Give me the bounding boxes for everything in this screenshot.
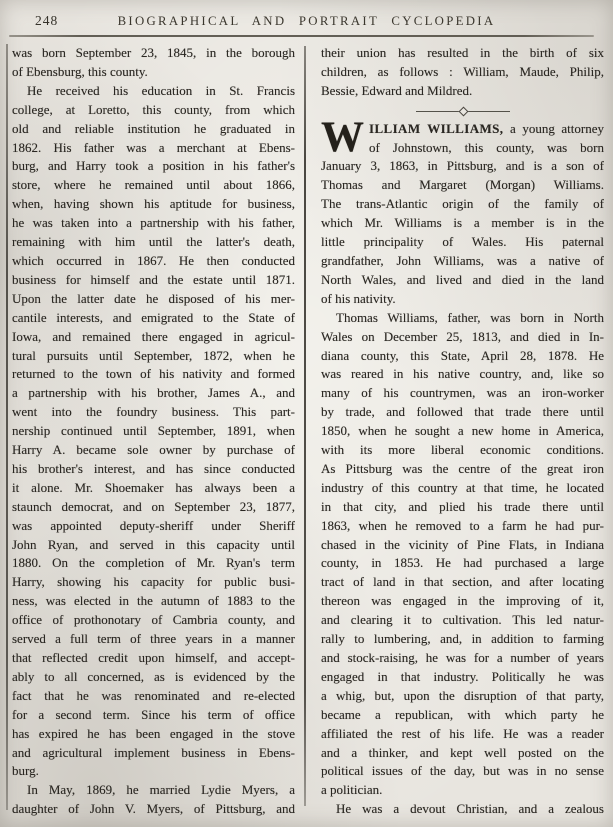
text-line: of Ebensburg, this county. bbox=[12, 63, 148, 79]
text-line: he was taken into a partnership with his father, bbox=[12, 215, 295, 231]
text-line: cantile interests, and emigrated to the State of bbox=[12, 309, 295, 325]
text-line: old and reliable institution he graduated in bbox=[12, 120, 295, 136]
text-line: Thomas Williams, father, was born in North bbox=[336, 309, 604, 325]
text-line: Wales on December 25, 1813, and died in In- bbox=[321, 328, 604, 344]
text-line: Upon the latter date he disposed of his mer- bbox=[12, 290, 295, 306]
text-line: nership continued until September, 1891, when bbox=[12, 423, 295, 439]
text-line: January 3, 1863, in Pittsburg, and is a son of bbox=[321, 158, 604, 174]
text-line: college, at Loretto, this county, from which bbox=[12, 101, 295, 117]
text-line: children, as follows : William, Maude, Philip, bbox=[321, 63, 604, 79]
text-line: in that city, and plied his trade there until bbox=[321, 498, 604, 514]
text-line: was born September 23, 1845, in the borough bbox=[12, 45, 295, 60]
text-columns bbox=[12, 44, 604, 819]
text-line: Bessie, Edward and Mildred. bbox=[321, 82, 473, 98]
drop-cap: W bbox=[321, 113, 364, 161]
text-line: and stock-raising, he was for a number of years bbox=[321, 650, 604, 665]
text-line: store, where he remained until about 1866, bbox=[12, 177, 295, 193]
text-line: fact that he was renominated and re-elected bbox=[12, 687, 295, 703]
text-line: engaged in that industry. Politically he was bbox=[321, 668, 604, 684]
text-line: returned to the town of his nativity and formed bbox=[12, 366, 295, 382]
text-line: and a thinker, and kept well posted on the bbox=[321, 744, 604, 760]
text-line: a whig, but, upon the disruption of that party, bbox=[321, 687, 604, 703]
section-title-text: ILLIAM WILLIAMS, bbox=[369, 120, 504, 136]
text-line: and clearing it to cultivation. This led natur- bbox=[321, 612, 604, 628]
text-line: that reflected credit upon himself, and accept- bbox=[12, 650, 295, 665]
text-line: Harry A. became sole owner by purchase of bbox=[12, 442, 295, 458]
text-line: ably to all concerned, as is evidenced by the bbox=[12, 668, 295, 684]
text-line: John Ryan, and served in this capacity until bbox=[12, 536, 295, 552]
text-line: thereon was engaged in the improving of it, bbox=[321, 593, 604, 609]
text-line: He was a devout Christian, and a zealous bbox=[336, 801, 604, 817]
text-line: their union has resulted in the birth of six bbox=[321, 45, 604, 60]
text-line: office of prothonotary of Cambria county, and bbox=[12, 612, 295, 628]
text-line: when, having shown his aptitude for business, bbox=[12, 196, 295, 212]
text-line: 1880. On the completion of Mr. Ryan's term bbox=[12, 555, 295, 571]
right-text-column bbox=[321, 44, 604, 819]
text-line: industry of this country at that time, he located bbox=[321, 479, 604, 495]
text-line: with its more liberal economic conditions. bbox=[321, 442, 604, 458]
text-line: many of his countrymen, was an iron-worker bbox=[321, 385, 604, 401]
text-line: daughter of John V. Myers, of Pittsburg, and bbox=[12, 801, 295, 817]
text-line: 1863, when he removed to a farm he had pur- bbox=[321, 517, 604, 533]
text-line: Thomas and Margaret (Morgan) Williams. bbox=[321, 177, 604, 193]
text-line: political issues of the day, but was in no sense bbox=[321, 763, 604, 779]
text-line: a partnership with his brother, James A., and bbox=[12, 385, 295, 401]
left-text-column bbox=[12, 44, 295, 819]
text-line: diana county, this State, April 28, 1878. He bbox=[321, 347, 604, 363]
text-line: chased in the vicinity of Pine Flats, in Indiana bbox=[321, 536, 604, 552]
text-line: served a full term of three years in a manner bbox=[12, 631, 295, 647]
text-line: North Wales, and lived and died in the land bbox=[321, 271, 604, 287]
text-line: 1850, when he sought a new home in America, bbox=[321, 423, 604, 439]
text-line: remaining with him until the latter's death, bbox=[12, 234, 295, 250]
text-line: went into the foundry business. This part- bbox=[12, 404, 295, 420]
text-line: Iowa, and remained there engaged in agricul- bbox=[12, 328, 295, 344]
header-rule bbox=[9, 35, 594, 37]
text-line: Harry, showing his capacity for public busi- bbox=[12, 574, 295, 590]
text-line: The trans-Atlantic origin of the family of bbox=[321, 196, 604, 212]
text-line: rally to lumbering, and, in addition to farming bbox=[321, 631, 604, 647]
text-line: ness, was elected in the autumn of 1883 to the bbox=[12, 593, 295, 609]
text-line: became a republican, with which party he bbox=[321, 706, 604, 722]
text-line: little principality of Wales. His paternal bbox=[321, 234, 604, 250]
text-line: grandfather, John Williams, was a native of bbox=[321, 252, 604, 268]
page-header-title: BIOGRAPHICAL AND PORTRAIT CYCLOPEDIA bbox=[117, 14, 496, 28]
text-line: was appointed deputy-sheriff under Sheriff bbox=[12, 517, 295, 533]
text-line: tract of land in that section, and after locating bbox=[321, 574, 604, 590]
text-line: for a second term. Since his term of office bbox=[12, 706, 295, 722]
text-line: by trade, and followed that trade there until bbox=[321, 404, 604, 420]
gutter-shadow-line bbox=[6, 44, 8, 810]
text-line: and agricultural implement business in Ebens- bbox=[12, 744, 295, 760]
text-line: of Johnstown, this county, was born bbox=[369, 139, 604, 155]
text-line: affiliated the rest of his life. He was a reader bbox=[321, 725, 604, 741]
text-line: staunch democrat, and on September 23, 1877, bbox=[12, 498, 295, 514]
text-line: was reared in his native country, and, like so bbox=[321, 366, 604, 382]
body-text: a young attorney bbox=[503, 120, 604, 136]
text-line: burg, and Harry took a position in his father's bbox=[12, 158, 295, 174]
text-line: business for himself and the estate until 1871. bbox=[12, 271, 295, 287]
text-line: As Pittsburg was the centre of the great iron bbox=[321, 460, 604, 476]
text-line: which Mr. Williams is a member is in the bbox=[321, 215, 604, 231]
text-line: it alone. Mr. Shoemaker has always been a bbox=[12, 479, 295, 495]
divider-diamond-icon bbox=[416, 101, 510, 120]
text-line: tural pursuits until September, 1872, when he bbox=[12, 347, 295, 363]
text-line: which occurred in 1867. He then conducted bbox=[12, 252, 295, 268]
text-line: In May, 1869, he married Lydie Myers, a bbox=[27, 782, 295, 798]
text-line: has expired he has been engaged in the stove bbox=[12, 725, 295, 741]
text-line: of his nativity. bbox=[321, 290, 396, 306]
text-line: burg. bbox=[12, 763, 39, 779]
text-line: a politician. bbox=[321, 782, 383, 798]
text-line: He received his education in St. Francis bbox=[27, 82, 295, 98]
text-line: county, in 1853. He had purchased a large bbox=[321, 555, 604, 571]
text-line: his brother's interest, and has since conducted bbox=[12, 460, 295, 476]
text-line: 1862. His father was a merchant at Ebens- bbox=[12, 139, 295, 155]
page-number: 248 bbox=[35, 13, 59, 28]
section-divider-ornament bbox=[321, 101, 604, 120]
